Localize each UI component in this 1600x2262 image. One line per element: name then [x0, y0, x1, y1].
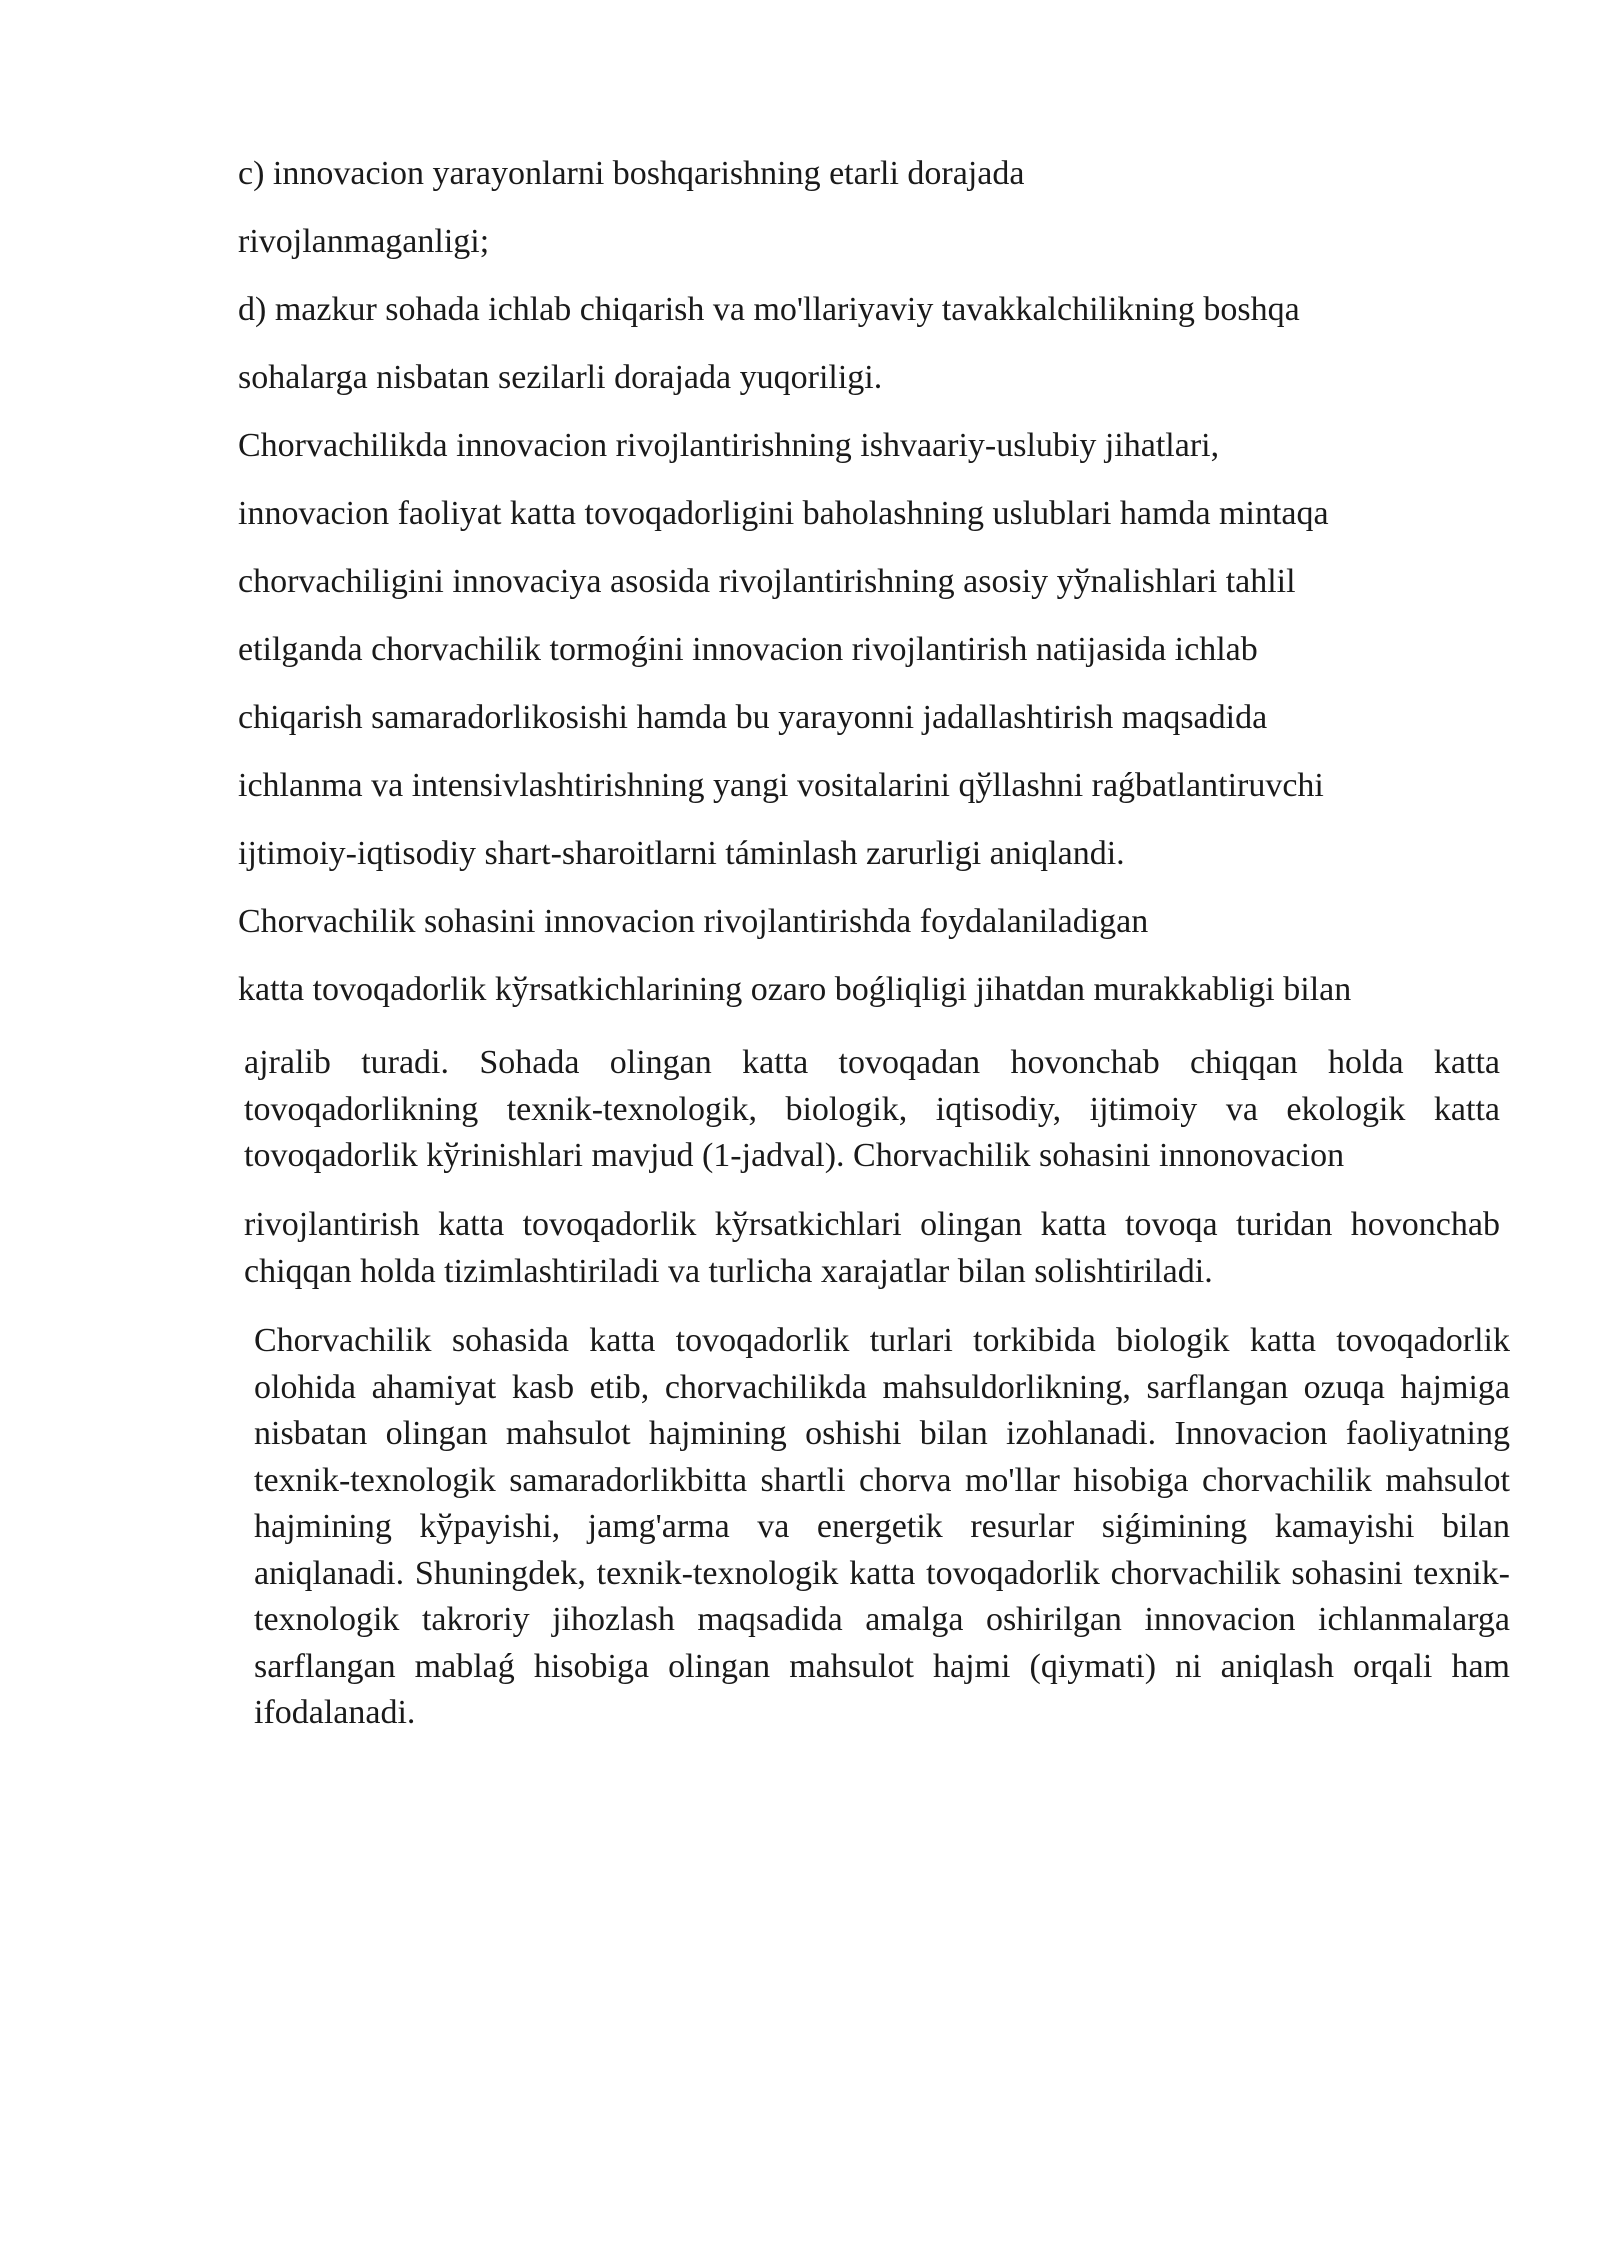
text-line-1: c) innovacion yarayonlarni boshqarishning etarli dorajada — [238, 155, 1025, 192]
text-line-5: Chorvachilikda innovacion rivojlantirishning ishvaariy-uslubiy jihatlari, — [238, 427, 1220, 464]
text-line-3: d) mazkur sohada ichlab chiqarish va mo'llariyaviy tavakkalchilikning boshqa — [238, 291, 1300, 328]
text-line-7: chorvachiligini innovaciya asosida rivojlantirishning asosiy yўnalishlari tahlil — [238, 563, 1296, 600]
text-line-12: Chorvachilik sohasini innovacion rivojlantirishda foydalaniladigan — [238, 903, 1149, 940]
text-line-10: ichlanma va intensivlashtirishning yangi vositalarini qўllashni raǵbatlantiruvchi — [238, 767, 1324, 804]
text-line-8: etilganda chorvachilik tormoǵini innovacion rivojlantirish natijasida ichlab — [238, 631, 1258, 668]
text-line-11: ijtimoiy-iqtisodiy shart-sharoitlarni táminlash zarurligi aniqlandi. — [238, 835, 1125, 872]
paragraph-2: rivojlantirish katta tovoqadorlik kўrsatkichlari olingan katta tovoqa turidan hovonchab chiqqan holda tizimlashtiriladi va turlicha xarajatlar bilan solishtiriladi. — [244, 1206, 1500, 1290]
text-line-13: katta tovoqadorlik kўrsatkichlarining ozaro boǵliqligi jihatdan murakkabligi bilan — [238, 971, 1352, 1008]
text-line-9: chiqarish samaradorlikosishi hamda bu yarayonni jadallashtirish maqsadida — [238, 699, 1268, 736]
text-line-4: sohalarga nisbatan sezilarli dorajada yuqoriligi. — [238, 359, 883, 396]
paragraph-1: ajralib turadi. Sohada olingan katta tovoqadan hovonchab chiqqan holda katta tovoqadorlikning texnik-texnologik, biologik, iqtisodiy, ijtimoiy va ekologik katta tovoqadorlik kўrinishlari mavjud (1-jadval). Chorvachilik sohasini innonovacion — [244, 1044, 1500, 1174]
text-line-2: rivojlanmaganligi; — [238, 223, 490, 260]
paragraph-3: Chorvachilik sohasida katta tovoqadorlik turlari torkibida biologik katta tovoqadorlik olohida ahamiyat kasb etib, chorvachilikda mahsuldorlikning, sarflangan ozuqa hajmiga nisbatan olingan mahsulot hajmining oshishi bilan izohlanadi. Innovacion faoliyatning texnik-texnologik samaradorlikbitta shartli chorva mo'llar hisobiga chorvachilik mahsulot hajmining kўpayishi, jamg'arma va energetik resurlar siǵimining kamayishi bilan aniqlanadi. Shuningdek, texnik-texnologik katta tovoqadorlik chorvachilik sohasini texnik-texnologik takroriy jihozlash maqsadida amalga oshirilgan innovacion ichlanmalarga sarflangan mablaǵ hisobiga olingan mahsulot hajmi (qiymati) ni aniqlash orqali ham ifodalanadi. — [254, 1322, 1510, 1731]
text-line-6: innovacion faoliyat katta tovoqadorligini baholashning uslublari hamda mintaqa — [238, 495, 1329, 532]
